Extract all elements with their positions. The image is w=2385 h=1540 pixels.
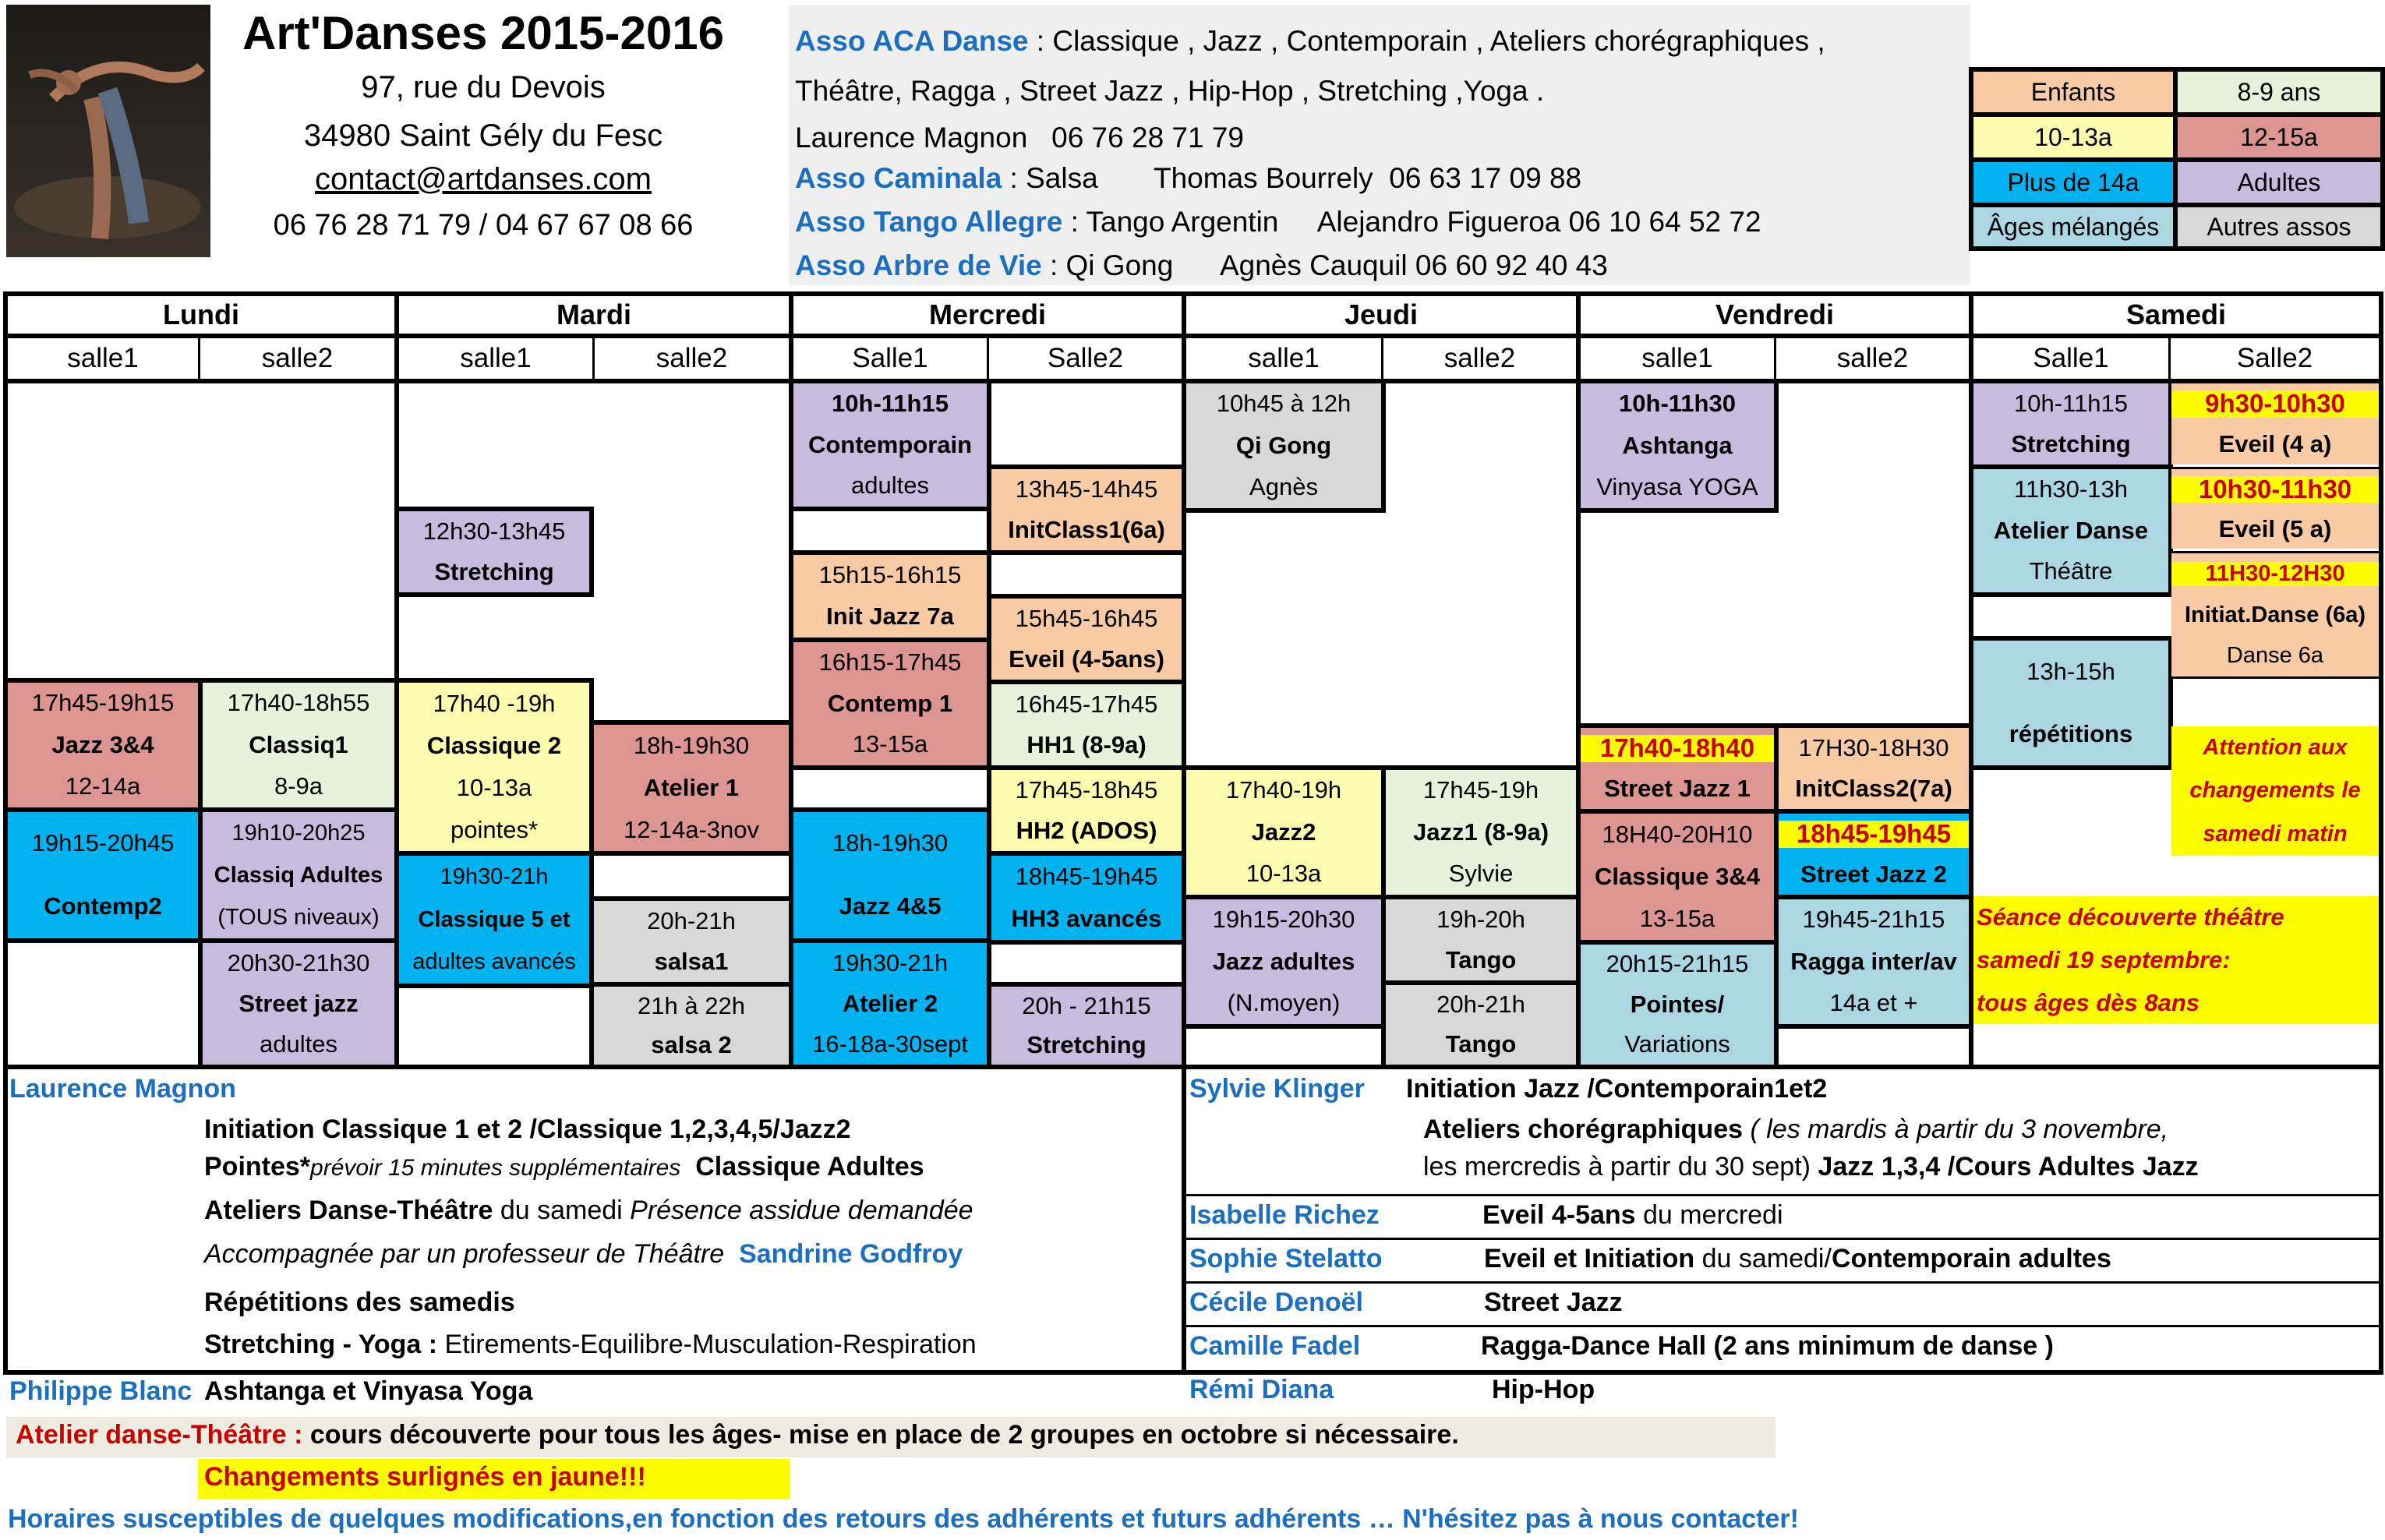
- course-time: 18h45-19h45: [1779, 821, 1969, 848]
- day-lundi: Lundi: [163, 298, 239, 330]
- course-detail: (N.moyen): [1227, 989, 1341, 1017]
- course-detail: 14a et +: [1829, 989, 1918, 1017]
- room-header: salle2: [1836, 343, 1909, 373]
- day-vendredi: Vendredi: [1715, 298, 1835, 330]
- course-name: Eveil (5 a): [2218, 514, 2332, 542]
- asso-caminala: Asso Caminala : Salsa Thomas Bourrely 06 63 17 09 88: [795, 162, 1582, 194]
- course-detail: Agnès: [1249, 473, 1318, 501]
- course-detail: adultes: [260, 1030, 337, 1058]
- course-detail: Théâtre: [2029, 557, 2113, 585]
- laurence-course-1: Initiation Classique 1 et 2 /Classique 1,2,3,4,5/Jazz2: [204, 1114, 851, 1144]
- course-cell: [1576, 809, 1779, 945]
- horaires-note: Horaires susceptibles de quelques modifications,en fonction des retours des adhérents et futurs adhérents … N'hésitez pas à nous contacter!: [8, 1504, 1799, 1534]
- course-detail: 10-13a: [1246, 860, 1322, 888]
- course-cell: [987, 851, 1186, 945]
- course-cell: [1576, 940, 1779, 1069]
- course-name: Eveil (4 a): [2218, 430, 2332, 458]
- course-time: 18h-19h30: [633, 731, 750, 759]
- course-cell: [987, 594, 1186, 684]
- room-header: salle2: [261, 343, 334, 373]
- legend-enfants: Enfants: [1973, 72, 2173, 112]
- legend-10-13: 10-13a: [1973, 117, 2173, 157]
- room-header: salle1: [67, 343, 139, 373]
- course-name: Jazz 3&4: [51, 730, 154, 758]
- room-header: Salle1: [852, 343, 928, 373]
- asso-arbre: Asso Arbre de Vie : Qi Gong Agnès Cauquil 06 60 92 40 43: [795, 249, 1608, 281]
- remi-course: Hip-Hop: [1492, 1375, 1595, 1404]
- course-name: Atelier 2: [842, 989, 938, 1017]
- course-time: 19h10-20h25: [231, 820, 366, 846]
- course-time: 19h30-21h: [440, 864, 549, 890]
- isabelle-course: Eveil 4-5ans du mercredi: [1482, 1200, 1783, 1230]
- course-cell: [2171, 553, 2379, 676]
- course-cell: [1969, 379, 2173, 469]
- course-name: Tango: [1445, 1030, 1517, 1058]
- course-name: Classique 3&4: [1595, 862, 1760, 890]
- course-cell: [1381, 895, 1581, 985]
- sylvie-course-3: les mercredis à partir du 30 sept) Jazz 1,3,4 /Cours Adultes Jazz: [1423, 1152, 2199, 1181]
- course-cell: [1774, 723, 1973, 814]
- day-mardi: Mardi: [556, 298, 631, 330]
- laurence-course-5: Répétitions des samedis: [204, 1287, 515, 1317]
- course-cell: [1381, 980, 1581, 1069]
- course-cell: [3, 678, 203, 812]
- teacher-isabelle: Isabelle Richez: [1189, 1200, 1380, 1230]
- course-time: 17h40-18h40: [1581, 735, 1774, 762]
- teacher-remi: Rémi Diana: [1189, 1375, 1334, 1404]
- course-time: 19h15-20h30: [1212, 906, 1355, 934]
- course-time: 12h30-13h45: [422, 517, 566, 545]
- legend-mixed: Âges mélangés: [1973, 207, 2173, 246]
- course-cell: [987, 982, 1186, 1069]
- asso-aca-contact: Laurence Magnon 06 76 28 71 79: [795, 122, 1245, 154]
- course-cell: [987, 464, 1186, 555]
- course-time: 20h-21h: [1436, 991, 1525, 1019]
- course-time: 15h15-16h15: [818, 561, 962, 589]
- course-time: 17h40-18h55: [227, 689, 370, 717]
- course-name: Classiq1: [249, 730, 348, 758]
- course-time: 19h15-20h45: [31, 829, 175, 857]
- phone-numbers: 06 76 28 71 79 / 04 67 67 08 66: [273, 209, 694, 242]
- course-detail: 13-15a: [852, 730, 928, 758]
- course-cell: [1576, 379, 1779, 513]
- legend: [1969, 67, 2385, 251]
- course-time: 11h30-13h: [2014, 475, 2128, 503]
- course-cell: [1381, 765, 1581, 899]
- course-detail: adultes avancés: [412, 949, 576, 975]
- course-time: 20h - 21h15: [1022, 991, 1151, 1019]
- course-name: répétitions: [2009, 719, 2133, 747]
- attention-note: Attention aux changements le samedi matin: [2171, 726, 2379, 856]
- course-name: HH3 avancés: [1011, 904, 1162, 932]
- course-name: Eveil (4-5ans): [1009, 645, 1164, 673]
- course-time: 20h30-21h30: [227, 948, 370, 977]
- course-cell: [1969, 464, 2173, 597]
- course-cell: [2171, 383, 2379, 464]
- course-detail: 8-9a: [274, 772, 323, 800]
- course-time: 11H30-12H30: [2171, 562, 2379, 585]
- course-time: 17h40 -19h: [433, 689, 556, 717]
- course-time: 20h15-21h15: [1606, 950, 1749, 978]
- address-line2: 34980 Saint Gély du Fesc: [303, 118, 663, 153]
- course-name: Jazz1 (8-9a): [1412, 818, 1549, 846]
- teacher-sylvie: Sylvie Klinger: [1189, 1074, 1365, 1104]
- course-cell: [789, 807, 991, 943]
- room-header: salle1: [460, 343, 532, 373]
- course-time: 10h30-11h30: [2171, 476, 2379, 503]
- laurence-course-2: Pointes*prévoir 15 minutes supplémentaires Classique Adultes: [204, 1152, 924, 1181]
- course-time: 10h45 à 12h: [1216, 390, 1352, 418]
- legend-12-15: 12-15a: [2178, 117, 2380, 157]
- course-cell: [198, 807, 399, 943]
- course-name: InitClass2(7a): [1795, 774, 1952, 802]
- course-name: Stretching: [2011, 429, 2131, 457]
- asso-tango: Asso Tango Allegre : Tango Argentin Alejandro Figueroa 06 10 64 52 72: [795, 206, 1761, 238]
- course-name: Qi Gong: [1235, 431, 1332, 459]
- legend-adultes: Adultes: [2178, 162, 2380, 203]
- course-detail: 12-14a-3nov: [623, 815, 760, 843]
- room-header: salle1: [1641, 343, 1713, 373]
- course-cell: [1774, 895, 1973, 1029]
- course-detail: Danse 6a: [2226, 643, 2324, 669]
- course-time: 18h-19h30: [832, 829, 949, 857]
- sylvie-course-2: Ateliers chorégraphiques ( les mardis à partir du 3 novembre,: [1423, 1114, 2169, 1144]
- course-name: Jazz adultes: [1212, 947, 1355, 975]
- course-time: 17h45-19h15: [31, 689, 175, 717]
- dancer-photo: [6, 5, 210, 257]
- teacher-philippe: Philippe Blanc: [9, 1376, 193, 1406]
- course-time: 19h30-21h: [832, 948, 949, 977]
- course-cell: [789, 938, 991, 1069]
- room-header: Salle2: [2236, 343, 2313, 373]
- course-cell: [198, 678, 399, 812]
- sylvie-course-1: Initiation Jazz /Contemporain1et2: [1406, 1074, 1828, 1104]
- legend-other: Autres assos: [2178, 207, 2380, 246]
- course-cell: [1182, 895, 1386, 1029]
- course-time: 10h-11h15: [832, 390, 949, 418]
- course-time: 18H40-20H10: [1602, 820, 1753, 848]
- sophie-course: Eveil et Initiation du samedi/Contemporain adultes: [1484, 1244, 2111, 1273]
- course-detail: pointes*: [450, 815, 539, 843]
- course-name: Pointes/: [1630, 990, 1725, 1018]
- course-name: salsa 2: [651, 1030, 732, 1058]
- course-cell: [3, 807, 203, 943]
- course-cell: [394, 851, 594, 988]
- changes-note: Changements surlignés en jaune!!!: [204, 1462, 646, 1492]
- camille-course: Ragga-Dance Hall (2 ans minimum de danse ): [1481, 1331, 2054, 1361]
- course-name: Stretching: [434, 557, 554, 585]
- philippe-course: Ashtanga et Vinyasa Yoga: [204, 1376, 533, 1406]
- day-mercredi: Mercredi: [928, 298, 1047, 330]
- course-cell: [589, 720, 793, 856]
- course-cell: [1576, 723, 1779, 814]
- course-detail: 16-18a-30sept: [812, 1030, 968, 1058]
- course-cell: [394, 678, 594, 856]
- course-time: 18h45-19h45: [1015, 862, 1158, 890]
- course-time: 20h-21h: [647, 906, 736, 934]
- teacher-laurence: Laurence Magnon: [9, 1074, 236, 1104]
- laurence-course-3: Ateliers Danse-Théâtre du samedi Présence assidue demandée: [204, 1196, 973, 1225]
- course-cell: [394, 507, 594, 597]
- room-header: salle1: [1248, 343, 1320, 373]
- cecile-course: Street Jazz: [1484, 1287, 1623, 1317]
- course-cell: [1774, 809, 1973, 899]
- day-samedi: Samedi: [2125, 298, 2227, 330]
- course-detail: Vinyasa YOGA: [1596, 473, 1758, 501]
- course-cell: [2171, 469, 2379, 549]
- room-header: Salle2: [1047, 343, 1124, 373]
- course-time: 13h-15h: [2026, 657, 2115, 685]
- course-name: Classiq Adultes: [214, 862, 383, 888]
- course-name: Ashtanga: [1622, 431, 1733, 459]
- course-cell: [987, 765, 1186, 856]
- course-detail: (TOUS niveaux): [217, 904, 380, 930]
- course-name: HH1 (8-9a): [1026, 730, 1147, 758]
- course-time: 10h-11h30: [1619, 390, 1736, 418]
- course-name: Atelier Danse: [1993, 516, 2149, 544]
- course-name: Jazz2: [1251, 818, 1316, 846]
- course-time: 17H30-18H30: [1798, 733, 1949, 761]
- teacher-camille: Camille Fadel: [1189, 1331, 1361, 1361]
- course-time: 9h30-10h30: [2171, 390, 2379, 418]
- email-link[interactable]: contact@artdanses.com: [315, 162, 652, 196]
- course-detail: 13-15a: [1639, 904, 1715, 932]
- course-name: Street Jazz 2: [1800, 860, 1947, 888]
- page-title: Art'Danses 2015-2016: [242, 7, 724, 59]
- teacher-sophie: Sophie Stelatto: [1189, 1244, 1383, 1273]
- course-cell: [789, 550, 991, 642]
- course-cell: [589, 896, 793, 987]
- course-cell: [198, 938, 399, 1069]
- course-cell: [1969, 636, 2173, 770]
- laurence-course-4: Accompagnée par un professeur de Théâtre Sandrine Godfroy: [204, 1239, 963, 1269]
- course-detail: adultes: [851, 472, 929, 500]
- course-time: 19h45-21h15: [1802, 906, 1945, 934]
- room-header: salle2: [655, 343, 728, 373]
- course-name: salsa1: [654, 947, 729, 975]
- course-time: 15h45-16h45: [1015, 604, 1158, 632]
- course-cell: [1182, 379, 1386, 513]
- course-name: HH2 (ADOS): [1016, 816, 1157, 844]
- course-time: 16h45-17h45: [1015, 690, 1158, 718]
- course-detail: Variations: [1624, 1030, 1730, 1058]
- day-jeudi: Jeudi: [1344, 298, 1419, 330]
- teacher-cecile: Cécile Denoël: [1189, 1287, 1363, 1317]
- course-time: 17h45-19h: [1422, 776, 1539, 804]
- course-name: Init Jazz 7a: [826, 602, 954, 630]
- course-cell: [789, 638, 991, 770]
- course-detail: 12-14a: [65, 772, 141, 800]
- asso-aca-line2: Théâtre, Ragga , Street Jazz , Hip-Hop , Stretching ,Yoga .: [795, 75, 1545, 107]
- room-header: Salle1: [2033, 343, 2109, 373]
- course-name: Contemporain: [807, 430, 973, 458]
- legend-plus14: Plus de 14a: [1973, 162, 2173, 203]
- address-line1: 97, rue du Devois: [361, 70, 606, 104]
- course-name: Street jazz: [238, 989, 359, 1017]
- course-time: 16h15-17h45: [818, 648, 962, 676]
- course-time: 19h-20h: [1436, 905, 1525, 933]
- course-name: Classique 2: [426, 731, 562, 759]
- course-name: Contemp 1: [827, 689, 953, 717]
- course-cell: [1182, 765, 1386, 899]
- course-time: 13h45-14h45: [1015, 475, 1158, 503]
- course-time: 21h à 22h: [638, 991, 745, 1019]
- laurence-course-6: Stretching - Yoga : Etirements-Equilibre-Musculation-Respiration: [204, 1330, 977, 1359]
- room-header: salle2: [1443, 343, 1516, 373]
- legend-8-9: 8-9 ans: [2178, 72, 2380, 112]
- course-time: 10h-11h15: [2014, 389, 2128, 417]
- course-name: Initiat.Danse (6a): [2184, 602, 2366, 627]
- course-cell: [789, 379, 991, 511]
- course-cell: [589, 982, 793, 1069]
- asso-aca-line1: Asso ACA Danse : Classique , Jazz , Contemporain , Ateliers chorégraphiques ,: [795, 25, 1825, 57]
- seance-note: Séance découverte théâtre samedi 19 septembre: tous âges dès 8ans: [1973, 896, 2379, 1024]
- course-name: Jazz 4&5: [839, 892, 942, 920]
- course-name: Street Jazz 1: [1604, 775, 1751, 803]
- course-name: InitClass1(6a): [1008, 515, 1165, 543]
- atelier-note: Atelier danse-Théâtre : cours découverte pour tous les âges- mise en place de 2 groupes en octobre si nécessaire.: [16, 1420, 1459, 1450]
- course-name: Stretching: [1026, 1030, 1147, 1058]
- course-name: Atelier 1: [643, 773, 740, 801]
- course-name: Ragga inter/av: [1790, 947, 1957, 975]
- course-name: Classique 5 et: [418, 906, 571, 932]
- course-cell: [987, 680, 1186, 770]
- course-time: 17h45-18h45: [1015, 775, 1158, 804]
- course-name: Tango: [1445, 945, 1517, 973]
- course-detail: Sylvie: [1448, 860, 1514, 888]
- course-name: Contemp2: [44, 892, 162, 920]
- course-time: 17h40-19h: [1225, 776, 1342, 804]
- course-detail: 10-13a: [456, 773, 532, 801]
